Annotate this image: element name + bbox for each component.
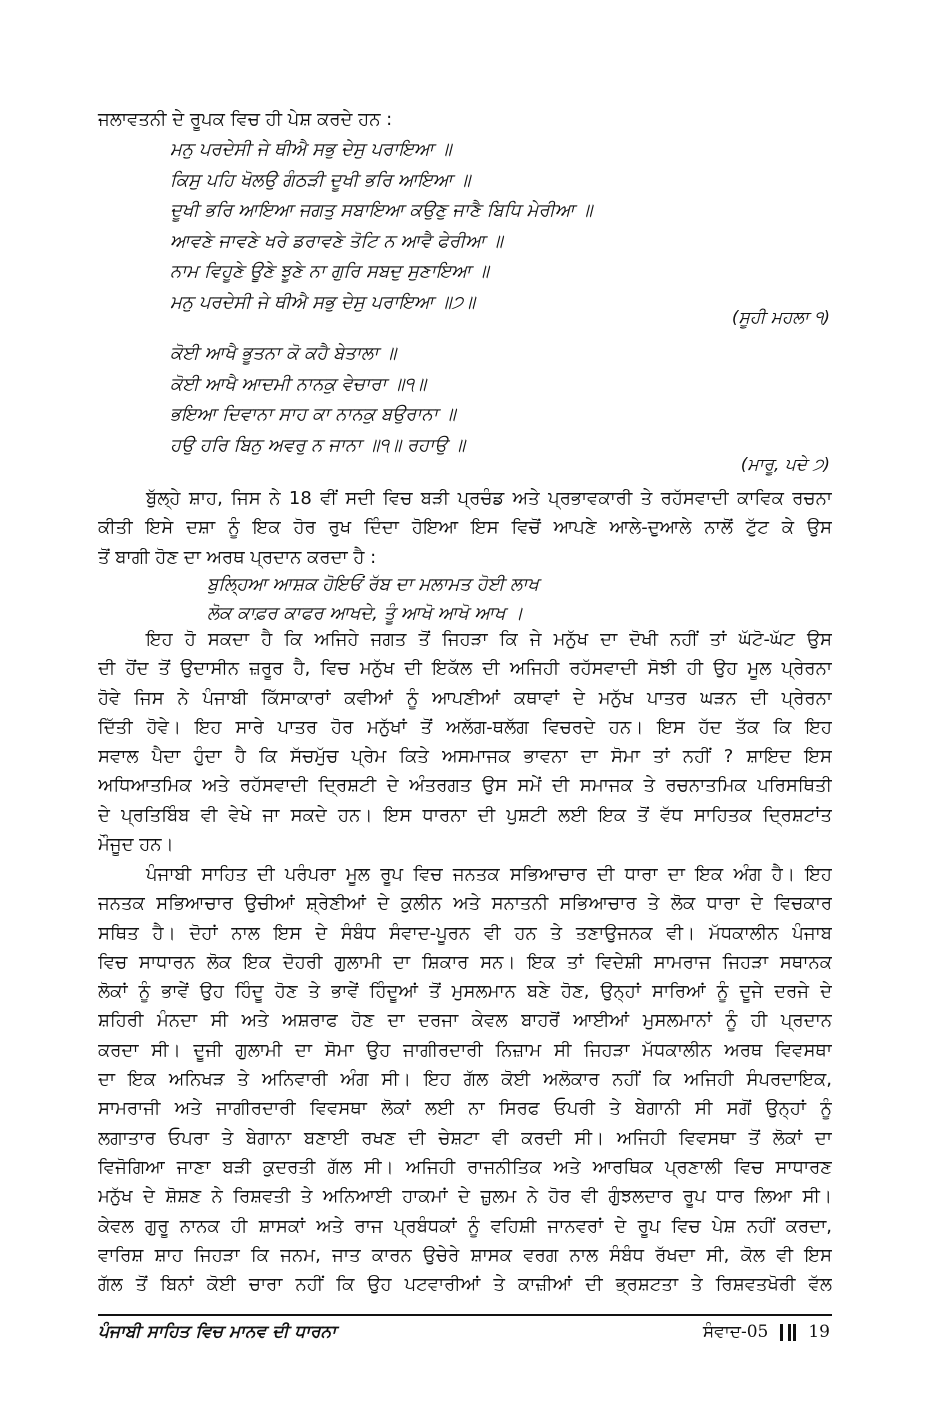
paragraph-line: ਵਿਚ ਸਾਧਾਰਨ ਲੋਕ ਇਕ ਦੋਹਰੀ ਗੁਲਾਮੀ ਦਾ ਸ਼ਿਕਾਰ ਸਨ। ਇਕ ਤਾਂ ਵਿਦੇਸ਼ੀ ਸਾਮਰਾਜ ਜਿਹੜਾ ਸਥਾਨਕ [98, 951, 832, 973]
source-citation: (ਮਾਰੂ, ਪਦੇ ੭) [740, 455, 830, 475]
verse-line: ਹਉ ਹਰਿ ਬਿਨੁ ਅਵਰੁ ਨ ਜਾਨਾ ॥੧॥ ਰਹਾਉ ॥ [170, 434, 466, 456]
verse-line: ਬੁਲ੍ਹਿਆ ਆਸ਼ਕ ਹੋਇਓਂ ਰੱਬ ਦਾ ਮਲਾਮਤ ਹੋਈ ਲਾਖ [207, 574, 539, 595]
paragraph-line: ਦੀ ਹੋਂਦ ਤੋਂ ਉਦਾਸੀਨ ਜ਼ਰੂਰ ਹੈ, ਵਿਚ ਮਨੁੱਖ ਦੀ ਇਕੱਲ ਦੀ ਅਜਿਹੀ ਰਹੱਸਵਾਦੀ ਸੋਝੀ ਹੀ ਉਹ ਮੂਲ ਪ੍ਰੇਰਨਾ [98, 658, 832, 680]
paragraph-line: ਪੰਜਾਬੀ ਸਾਹਿਤ ਦੀ ਪਰੰਪਰਾ ਮੂਲ ਰੂਪ ਵਿਚ ਜਨਤਕ ਸਭਿਆਚਾਰ ਦੀ ਧਾਰਾ ਦਾ ਇਕ ਅੰਗ ਹੈ। ਇਹ [146, 864, 832, 885]
verse-block-maru [170, 339, 465, 461]
paragraph-line: ਮੌਜੂਦ ਹਨ। [98, 834, 174, 856]
footer-meta [703, 1322, 830, 1342]
paragraph-tradition [98, 860, 832, 1299]
paragraph-line: ਵਾਰਿਸ਼ ਸ਼ਾਹ ਜਿਹੜਾ ਕਿ ਜਨਮ, ਜਾਤ ਕਾਰਨ ਉਚੇਰੇ ਸ਼ਾਸਕ ਵਰਗ ਨਾਲ ਸੰਬੰਧ ਰੱਖਦਾ ਸੀ, ਕੋਲ ਵੀ ਇਸ [98, 1244, 832, 1266]
verse-block-bulleh [207, 570, 539, 628]
paragraph-line: ਲੋਕਾਂ ਨੂੰ ਭਾਵੇਂ ਉਹ ਹਿੰਦੂ ਹੋਣ ਤੇ ਭਾਵੇਂ ਹਿੰਦੂਆਂ ਤੋਂ ਮੁਸਲਮਾਨ ਬਣੇ ਹੋਣ, ਉਨ੍ਹਾਂ ਸਾਰਿਆਂ ਨੂੰ ਦੂਜੇ ਦਰਜੇ ਦੇ [98, 981, 832, 1003]
verse-line: ਕੋਈ ਆਖੈ ਆਦਮੀ ਨਾਨਕੁ ਵੇਚਾਰਾ ॥੧॥ [170, 373, 427, 395]
source-citation: (ਸੂਹੀ ਮਹਲਾ ੧) [731, 308, 830, 328]
paragraph-line: ਦੇ ਪ੍ਰਤਿਬਿੰਬ ਵੀ ਵੇਖੇ ਜਾ ਸਕਦੇ ਹਨ। ਇਸ ਧਾਰਨਾ ਦੀ ਪੁਸ਼ਟੀ ਲਈ ਇਕ ਤੋਂ ਵੱਧ ਸਾਹਿਤਕ ਦ੍ਰਿਸ਼ਟਾਂਤ [98, 804, 832, 826]
divider-bars-icon [780, 1324, 796, 1341]
verse-block-suhi [170, 135, 592, 318]
paragraph-line: ਮਨੁੱਖ ਦੇ ਸ਼ੋਸ਼ਣ ਨੇ ਰਿਸ਼ਵਤੀ ਤੇ ਅਨਿਆਈ ਹਾਕਮਾਂ ਦੇ ਜ਼ੁਲਮ ਨੇ ਹੋਰ ਵੀ ਗੁੰਝਲਦਾਰ ਰੂਪ ਧਾਰ ਲਿਆ ਸੀ। [98, 1186, 832, 1208]
issue-label: ਸੰਵਾਦ-05 [702, 1322, 769, 1342]
paragraph-line: ਵਿਜੋਗਿਆ ਜਾਣਾ ਬੜੀ ਕੁਦਰਤੀ ਗੱਲ ਸੀ। ਅਜਿਹੀ ਰਾਜਨੀਤਿਕ ਅਤੇ ਆਰਥਿਕ ਪ੍ਰਣਾਲੀ ਵਿਚ ਸਾਧਾਰਣ [98, 1156, 832, 1178]
paragraph-line: ਗੱਲ ਤੋਂ ਬਿਨਾਂ ਕੋਈ ਚਾਰਾ ਨਹੀਂ ਕਿ ਉਹ ਪਟਵਾਰੀਆਂ ਤੇ ਕਾਜ਼ੀਆਂ ਦੀ ਭ੍ਰਸ਼ਟਤਾ ਤੇ ਰਿਸ਼ਵਤਖੋਰੀ ਵੱਲ [98, 1274, 832, 1296]
paragraph-line: ਹੋਵੇ ਜਿਸ ਨੇ ਪੰਜਾਬੀ ਕਿੱਸਾਕਾਰਾਂ ਕਵੀਆਂ ਨੂੰ ਆਪਣੀਆਂ ਕਥਾਵਾਂ ਦੇ ਮਨੁੱਖ ਪਾਤਰ ਘੜਨ ਦੀ ਪ੍ਰੇਰਨਾ [98, 687, 832, 709]
paragraph-line: ਅਧਿਆਤਮਿਕ ਅਤੇ ਰਹੱਸਵਾਦੀ ਦ੍ਰਿਸ਼ਟੀ ਦੇ ਅੰਤਰਗਤ ਉਸ ਸਮੇਂ ਦੀ ਸਮਾਜਕ ਤੇ ਰਚਨਾਤਮਿਕ ਪਰਿਸਥਿਤੀ [98, 775, 832, 797]
paragraph-line: ਤੋਂ ਬਾਗੀ ਹੋਣ ਦਾ ਅਰਥ ਪ੍ਰਦਾਨ ਕਰਦਾ ਹੈ : [98, 546, 377, 568]
verse-line: ਕਿਸੁ ਪਹਿ ਖੋਲਉ ਗੰਠੜੀ ਦੂਖੀ ਭਰਿ ਆਇਆ ॥ [170, 169, 471, 191]
verse-line: ਕੋਈ ਆਖੈ ਭੂਤਨਾ ਕੋ ਕਹੈ ਬੇਤਾਲਾ ॥ [170, 343, 397, 364]
footer-rule [98, 1314, 832, 1316]
paragraph-line: ਇਹ ਹੋ ਸਕਦਾ ਹੈ ਕਿ ਅਜਿਹੇ ਜਗਤ ਤੋਂ ਜਿਹੜਾ ਕਿ ਜੇ ਮਨੁੱਖ ਦਾ ਦੋਖੀ ਨਹੀਂ ਤਾਂ ਘੱਟੋ-ਘੱਟ ਉਸ [146, 629, 832, 650]
paragraph-line: ਕੇਵਲ ਗੁਰੂ ਨਾਨਕ ਹੀ ਸ਼ਾਸਕਾਂ ਅਤੇ ਰਾਜ ਪ੍ਰਬੰਧਕਾਂ ਨੂੰ ਵਹਿਸ਼ੀ ਜਾਨਵਰਾਂ ਦੇ ਰੂਪ ਵਿਚ ਪੇਸ਼ ਨਹੀਂ ਕਰਦਾ, [98, 1215, 832, 1237]
paragraph-line: ਕੀਤੀ ਇਸੇ ਦਸ਼ਾ ਨੂੰ ਇਕ ਹੋਰ ਰੁਖ ਦਿੰਦਾ ਹੋਇਆ ਇਸ ਵਿਚੋਂ ਆਪਣੇ ਆਲੇ-ਦੁਆਲੇ ਨਾਲੋਂ ਟੁੱਟ ਕੇ ਉਸ [98, 517, 832, 539]
page-number: 19 [808, 1322, 830, 1342]
paragraph-line: ਸਵਾਲ ਪੈਦਾ ਹੁੰਦਾ ਹੈ ਕਿ ਸੱਚਮੁੱਚ ਪ੍ਰੇਮ ਕਿਤੇ ਅਸਮਾਜਕ ਭਾਵਨਾ ਦਾ ਸੋਮਾ ਤਾਂ ਨਹੀਂ ? ਸ਼ਾਇਦ ਇਸ [98, 746, 832, 768]
paragraph-line: ਕਰਦਾ ਸੀ। ਦੂਜੀ ਗੁਲਾਮੀ ਦਾ ਸੋਮਾ ਉਹ ਜਾਗੀਰਦਾਰੀ ਨਿਜ਼ਾਮ ਸੀ ਜਿਹੜਾ ਮੱਧਕਾਲੀਨ ਅਰਥ ਵਿਵਸਥਾ [98, 1039, 832, 1061]
verse-line: ਆਵਣੇ ਜਾਵਣੇ ਖਰੇ ਡਰਾਵਣੇ ਤੋਟਿ ਨ ਆਵੈ ਫੇਰੀਆ ॥ [170, 230, 503, 252]
verse-line: ਭਇਆ ਦਿਵਾਨਾ ਸਾਹ ਕਾ ਨਾਨਕੁ ਬਉਰਾਨਾ ॥ [170, 404, 456, 425]
paragraph-line: ਜਨਤਕ ਸਭਿਆਚਾਰ ਉਚੀਆਂ ਸ਼੍ਰੇਣੀਆਂ ਦੇ ਕੁਲੀਨ ਅਤੇ ਸਨਾਤਨੀ ਸਭਿਆਚਾਰ ਤੇ ਲੋਕ ਧਾਰਾ ਦੇ ਵਿਚਕਾਰ [98, 893, 832, 915]
verse-line: ਲੋਕ ਕਾਫ਼ਰ ਕਾਫਰ ਆਖਦੇ, ਤੂੰ ਆਖੋ ਆਖੋ ਆਖ । [207, 603, 524, 624]
verse-line: ਦੂਖੀ ਭਰਿ ਆਇਆ ਜਗਤੁ ਸਬਾਇਆ ਕਉਣੁ ਜਾਣੈ ਬਿਧਿ ਮੇਰੀਆ ॥ [170, 200, 593, 221]
paragraph-bulleh-shah [98, 484, 832, 572]
intro-line: ਜਲਾਵਤਨੀ ਦੇ ਰੂਪਕ ਵਿਚ ਹੀ ਪੇਸ਼ ਕਰਦੇ ਹਨ : [98, 109, 393, 130]
paragraph-alienation [98, 625, 832, 859]
paragraph-line: ਸ਼ਹਿਰੀ ਮੰਨਦਾ ਸੀ ਅਤੇ ਅਸ਼ਰਾਫ ਹੋਣ ਦਾ ਦਰਜਾ ਕੇਵਲ ਬਾਹਰੋਂ ਆਈਆਂ ਮੁਸਲਮਾਨਾਂ ਨੂੰ ਹੀ ਪ੍ਰਦਾਨ [98, 1010, 832, 1032]
paragraph-line: ਬੁੱਲ੍ਹੇ ਸ਼ਾਹ, ਜਿਸ ਨੇ 18 ਵੀਂ ਸਦੀ ਵਿਚ ਬੜੀ ਪ੍ਰਚੰਡ ਅਤੇ ਪ੍ਰਭਾਵਕਾਰੀ ਤੇ ਰਹੱਸਵਾਦੀ ਕਾਵਿਕ ਰਚਨਾ [146, 488, 832, 509]
paragraph-line: ਸਾਮਰਾਜੀ ਅਤੇ ਜਾਗੀਰਦਾਰੀ ਵਿਵਸਥਾ ਲੋਕਾਂ ਲਈ ਨਾ ਸਿਰਫ ਓਪਰੀ ਤੇ ਬੇਗਾਨੀ ਸੀ ਸਗੋਂ ਉਨ੍ਹਾਂ ਨੂੰ [98, 1098, 832, 1120]
verse-line: ਮਨੁ ਪਰਦੇਸੀ ਜੇ ਥੀਐ ਸਭੁ ਦੇਸੁ ਪਰਾਇਆ ॥੭॥ [170, 291, 476, 313]
footer-title: ਪੰਜਾਬੀ ਸਾਹਿਤ ਵਿਚ ਮਾਨਵ ਦੀ ਧਾਰਨਾ [98, 1322, 337, 1342]
paragraph-line: ਦਿੱਤੀ ਹੋਵੇ। ਇਹ ਸਾਰੇ ਪਾਤਰ ਹੋਰ ਮਨੁੱਖਾਂ ਤੋਂ ਅਲੱਗ-ਥਲੱਗ ਵਿਚਰਦੇ ਹਨ। ਇਸ ਹੱਦ ਤੱਕ ਕਿ ਇਹ [98, 716, 832, 738]
paragraph-line: ਲਗਾਤਾਰ ਓਪਰਾ ਤੇ ਬੇਗਾਨਾ ਬਣਾਈ ਰਖਣ ਦੀ ਚੇਸ਼ਟਾ ਵੀ ਕਰਦੀ ਸੀ। ਅਜਿਹੀ ਵਿਵਸਥਾ ਤੋਂ ਲੋਕਾਂ ਦਾ [98, 1127, 832, 1149]
verse-line: ਨਾਮ ਵਿਹੂਣੇ ਊਣੇ ਝੂਣੇ ਨਾ ਗੁਰਿ ਸਬਦੁ ਸੁਣਾਇਆ ॥ [170, 261, 489, 282]
paragraph-line: ਦਾ ਇਕ ਅਨਿਖੜ ਤੇ ਅਨਿਵਾਰੀ ਅੰਗ ਸੀ। ਇਹ ਗੱਲ ਕੋਈ ਅਲੋਕਾਰ ਨਹੀਂ ਕਿ ਅਜਿਹੀ ਸੰਪਰਦਾਇਕ, [98, 1069, 832, 1091]
verse-line: ਮਨੁ ਪਰਦੇਸੀ ਜੇ ਥੀਐ ਸਭੁ ਦੇਸੁ ਪਰਾਇਆ ॥ [170, 139, 452, 160]
paragraph-line: ਸਥਿਤ ਹੈ। ਦੋਹਾਂ ਨਾਲ ਇਸ ਦੇ ਸੰਬੰਧ ਸੰਵਾਦ-ਪੂਰਨ ਵੀ ਹਨ ਤੇ ਤਣਾਉਜਨਕ ਵੀ। ਮੱਧਕਾਲੀਨ ਪੰਜਾਬ [98, 922, 832, 944]
